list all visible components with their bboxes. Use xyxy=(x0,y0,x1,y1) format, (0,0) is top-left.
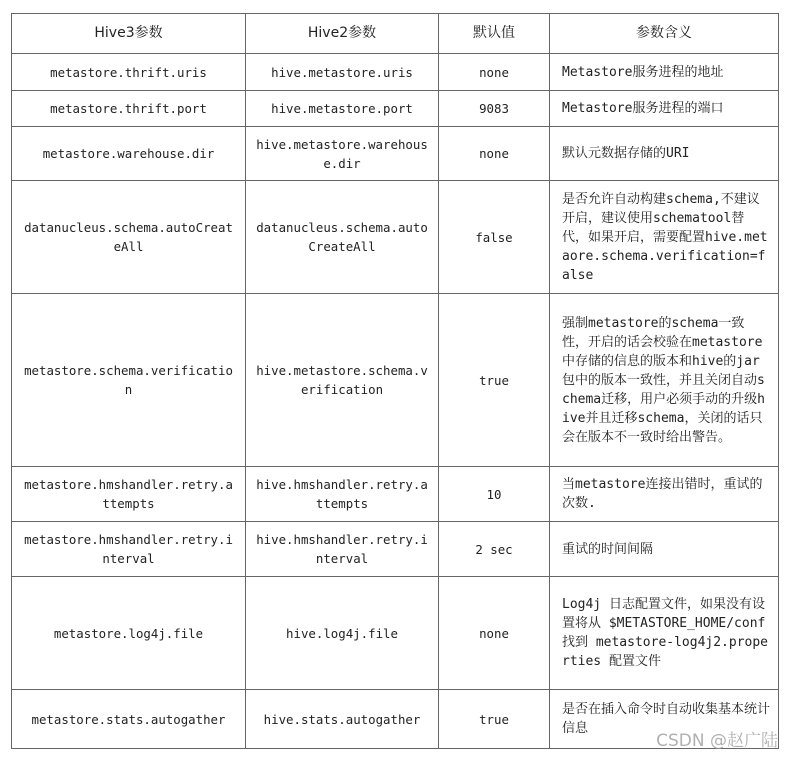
hive-parameters-table xyxy=(11,13,779,749)
table-row xyxy=(12,181,779,294)
cell-default: true xyxy=(439,294,550,467)
cell-desc: 是否在插入命令时自动收集基本统计信息 xyxy=(550,690,779,749)
cell-hive3: metastore.thrift.port xyxy=(12,91,246,127)
cell-hive3: metastore.thrift.uris xyxy=(12,54,246,91)
cell-default: none xyxy=(439,54,550,91)
table-row xyxy=(12,294,779,467)
header-meaning: 参数含义 xyxy=(550,14,779,54)
cell-default: false xyxy=(439,181,550,294)
cell-hive3: metastore.hmshandler.retry.interval xyxy=(12,522,246,577)
table-row xyxy=(12,467,779,522)
cell-desc: 是否允许自动构建schema,不建议开启，建议使用schematool替代，如果开启，需要配置hive.metaore.schema.verification=false xyxy=(550,181,779,294)
cell-default: 9083 xyxy=(439,91,550,127)
table-row xyxy=(12,127,779,181)
cell-hive2: hive.metastore.port xyxy=(246,91,439,127)
cell-desc: 默认元数据存储的URI xyxy=(550,127,779,181)
cell-hive2: hive.metastore.schema.verification xyxy=(246,294,439,467)
cell-hive2: hive.metastore.uris xyxy=(246,54,439,91)
cell-default: 2 sec xyxy=(439,522,550,577)
cell-default: true xyxy=(439,690,550,749)
cell-hive2: datanucleus.schema.autoCreateAll xyxy=(246,181,439,294)
cell-desc: Metastore服务进程的端口 xyxy=(550,91,779,127)
header-hive2: Hive2参数 xyxy=(246,14,439,54)
cell-default: none xyxy=(439,577,550,690)
watermark: CSDN @赵广陆 xyxy=(656,731,778,751)
cell-desc: Metastore服务进程的地址 xyxy=(550,54,779,91)
cell-hive2: hive.metastore.warehouse.dir xyxy=(246,127,439,181)
cell-hive3: metastore.warehouse.dir xyxy=(12,127,246,181)
cell-hive2: hive.hmshandler.retry.interval xyxy=(246,522,439,577)
cell-hive2: hive.hmshandler.retry.attempts xyxy=(246,467,439,522)
cell-hive3: metastore.schema.verification xyxy=(12,294,246,467)
table-row xyxy=(12,522,779,577)
header-default: 默认值 xyxy=(439,14,550,54)
cell-desc: 重试的时间间隔 xyxy=(550,522,779,577)
table-row xyxy=(12,91,779,127)
cell-hive3: metastore.stats.autogather xyxy=(12,690,246,749)
table-row xyxy=(12,54,779,91)
cell-desc: 当metastore连接出错时，重试的次数. xyxy=(550,467,779,522)
cell-hive2: hive.log4j.file xyxy=(246,577,439,690)
cell-desc: Log4j 日志配置文件，如果没有设置将从 $METASTORE_HOME/conf 找到 metastore-log4j2.properties 配置文件 xyxy=(550,577,779,690)
cell-default: none xyxy=(439,127,550,181)
cell-desc: 强制metastore的schema一致性，开启的话会校验在metastore中存储的信息的版本和hive的jar包中的版本一致性，并且关闭自动schema迁移，用户必须手动的升级hive并且迁移schema，关闭的话只会在版本不一致时给出警告。 xyxy=(550,294,779,467)
cell-hive3: metastore.hmshandler.retry.attempts xyxy=(12,467,246,522)
cell-hive3: datanucleus.schema.autoCreateAll xyxy=(12,181,246,294)
table-row xyxy=(12,577,779,690)
table-header-row xyxy=(12,14,779,54)
cell-hive2: hive.stats.autogather xyxy=(246,690,439,749)
cell-hive3: metastore.log4j.file xyxy=(12,577,246,690)
cell-default: 10 xyxy=(439,467,550,522)
header-hive3: Hive3参数 xyxy=(12,14,246,54)
